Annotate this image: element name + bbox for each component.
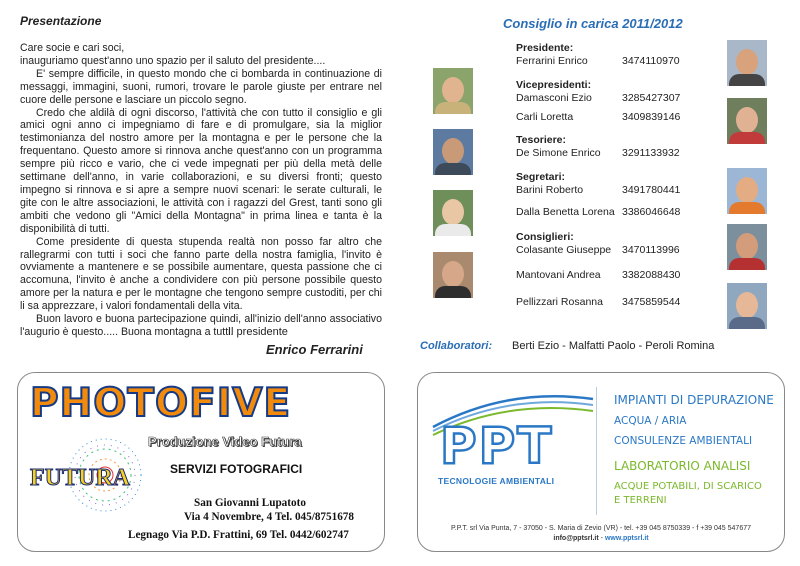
- ppt-email[interactable]: info@pptsrl.it: [553, 535, 599, 542]
- collaborators-label: Collaboratori:: [420, 340, 493, 352]
- ppt-service: CONSULENZE AMBIENTALI: [614, 435, 753, 447]
- member-photo: [727, 224, 767, 270]
- member-photo: [433, 129, 473, 175]
- member-photo: [433, 252, 473, 298]
- role-president: Presidente:: [516, 42, 574, 54]
- member-name: Mantovani Andrea: [516, 269, 601, 281]
- member-name: Carli Loretta: [516, 111, 574, 123]
- ppt-service: LABORATORIO ANALISI: [614, 459, 751, 473]
- photofive-subtitle: Produzione Video Futura: [148, 434, 302, 449]
- member-photo: [433, 190, 473, 236]
- member-phone: 3291133932: [622, 147, 680, 159]
- member-photo: [727, 98, 767, 144]
- member-name: Dalla Benetta Lorena: [516, 206, 615, 218]
- photofive-ad: [17, 372, 385, 552]
- member-name: Colasante Giuseppe: [516, 244, 612, 256]
- role-vice-presidents: Vicepresidenti:: [516, 79, 592, 91]
- ppt-tagline: TECNOLOGIE AMBIENTALI: [438, 476, 555, 486]
- ppt-divider: [596, 387, 597, 515]
- ppt-service: ACQUA / ARIA: [614, 415, 687, 427]
- ppt-ad: [417, 372, 785, 552]
- letter-greeting: Care socie e cari soci,: [20, 42, 125, 54]
- member-phone: 3409839146: [622, 111, 681, 123]
- member-photo: [433, 68, 473, 114]
- member-phone: 3491780441: [622, 184, 681, 196]
- member-phone: 3285427307: [622, 92, 681, 104]
- member-photo: [727, 40, 767, 86]
- letter-paragraph: E' sempre difficile, in questo mondo che ci bombarda in continuazione di messaggi, immagini, suoni, rumori, trovare le parole giuste per entrare nel cuore delle persone e lasciare un piccolo segno.: [20, 67, 382, 106]
- ppt-contacts: [418, 535, 784, 542]
- signature-role: Il presidente: [228, 326, 288, 338]
- ppt-service: IMPIANTI DI DEPURAZIONE: [614, 393, 774, 407]
- ppt-website[interactable]: www.pptsrl.it: [604, 535, 649, 542]
- member-name: De Simone Enrico: [516, 147, 601, 159]
- presentation-heading: Presentazione: [20, 14, 102, 28]
- president-letter: [20, 42, 382, 339]
- photofive-services: SERVIZI FOTOGRAFICI: [170, 462, 303, 476]
- signature-name: Enrico Ferrarini: [266, 342, 363, 357]
- letter-intro: inauguriamo quest'anno uno spazio per il saluto del presidente....: [20, 54, 326, 67]
- member-phone: 3470113996: [622, 244, 680, 256]
- member-phone: 3386046648: [622, 206, 681, 218]
- member-photo: [727, 283, 767, 329]
- member-phone: 3382088430: [622, 269, 681, 281]
- letter-paragraph: Credo che aldilà di ogni discorso, l'attività che con tutto il consiglio e gli amici ogni anno ci impegniamo di fare e di promulgare, sia la miglior testimonianza del nostro amore per la montagna e per le persone che la frequentano. Questo amore si rinnova anche quest'anno con un programma sempre più ricco e vario, che ci vede impegnati per più della metà delle settimane dell'anno, in varie collaborazioni, e su diversi fronti; questo impegno si rinnova e si apre a sempre nuovi scenari: le serate culturali, le gite con le altre associazioni, le attività con i ragazzi del Grest, tanti sono gli ambiti che vedono gli "Amici della Montagna" in prima linea e tanta è la disponibilità di tutti.: [20, 106, 382, 235]
- futura-logo: FUTURA: [30, 465, 130, 491]
- member-phone: 3475859544: [622, 296, 681, 308]
- role-secretaries: Segretari:: [516, 171, 566, 183]
- member-name: Pellizzari Rosanna: [516, 296, 603, 308]
- ppt-logo: PPT: [440, 417, 554, 475]
- member-name: Damasconi Ezio: [516, 92, 592, 104]
- ppt-separator: -: [598, 535, 605, 542]
- letter-paragraph: Come presidente di questa stupenda realtà non posso far altro che rallegrarmi con tutti i soci che fanno parte della nostra famiglia, l'invito è ovviamente a mantenere e se possibile aumentare, questa passione che ci accomuna, l'invito è anche a condividere con più persone possibile questo amore per la natura e per le montagne che tengono sempre custoditi, per chi li sa apprezzare, i valori fondamentali della vita.: [20, 235, 382, 313]
- ppt-address: P.P.T. srl Via Punta, 7 - 37050 - S. Maria di Zevio (VR) - tel. +39 045 8750339 - f +39 045 547677: [450, 525, 752, 532]
- letter-closing: Buon lavoro e buona partecipazione quindi, all'inizio dell'anno associativo l'augurio è questo..... Buona montagna a tutti.: [20, 313, 382, 338]
- ppt-service: ACQUE POTABILI, DI SCARICO: [614, 481, 762, 492]
- member-phone: 3474110970: [622, 55, 680, 67]
- collaborators-names: Berti Ezio - Malfatti Paolo - Peroli Romina: [512, 340, 715, 352]
- address-line: San Giovanni Lupatoto: [194, 497, 306, 509]
- address-line: Legnago Via P.D. Frattini, 69 Tel. 0442/602747: [128, 529, 349, 541]
- photofive-logo: PHOTOFIVE: [30, 381, 292, 426]
- member-name: Ferrarini Enrico: [516, 55, 588, 67]
- council-title: Consiglio in carica 2011/2012: [503, 16, 683, 31]
- role-councillors: Consiglieri:: [516, 231, 574, 243]
- member-photo: [727, 168, 767, 214]
- address-line: Via 4 Novembre, 4 Tel. 045/8751678: [184, 511, 354, 523]
- ppt-service: E TERRENI: [614, 495, 667, 506]
- role-treasurer: Tesoriere:: [516, 134, 566, 146]
- member-name: Barini Roberto: [516, 184, 584, 196]
